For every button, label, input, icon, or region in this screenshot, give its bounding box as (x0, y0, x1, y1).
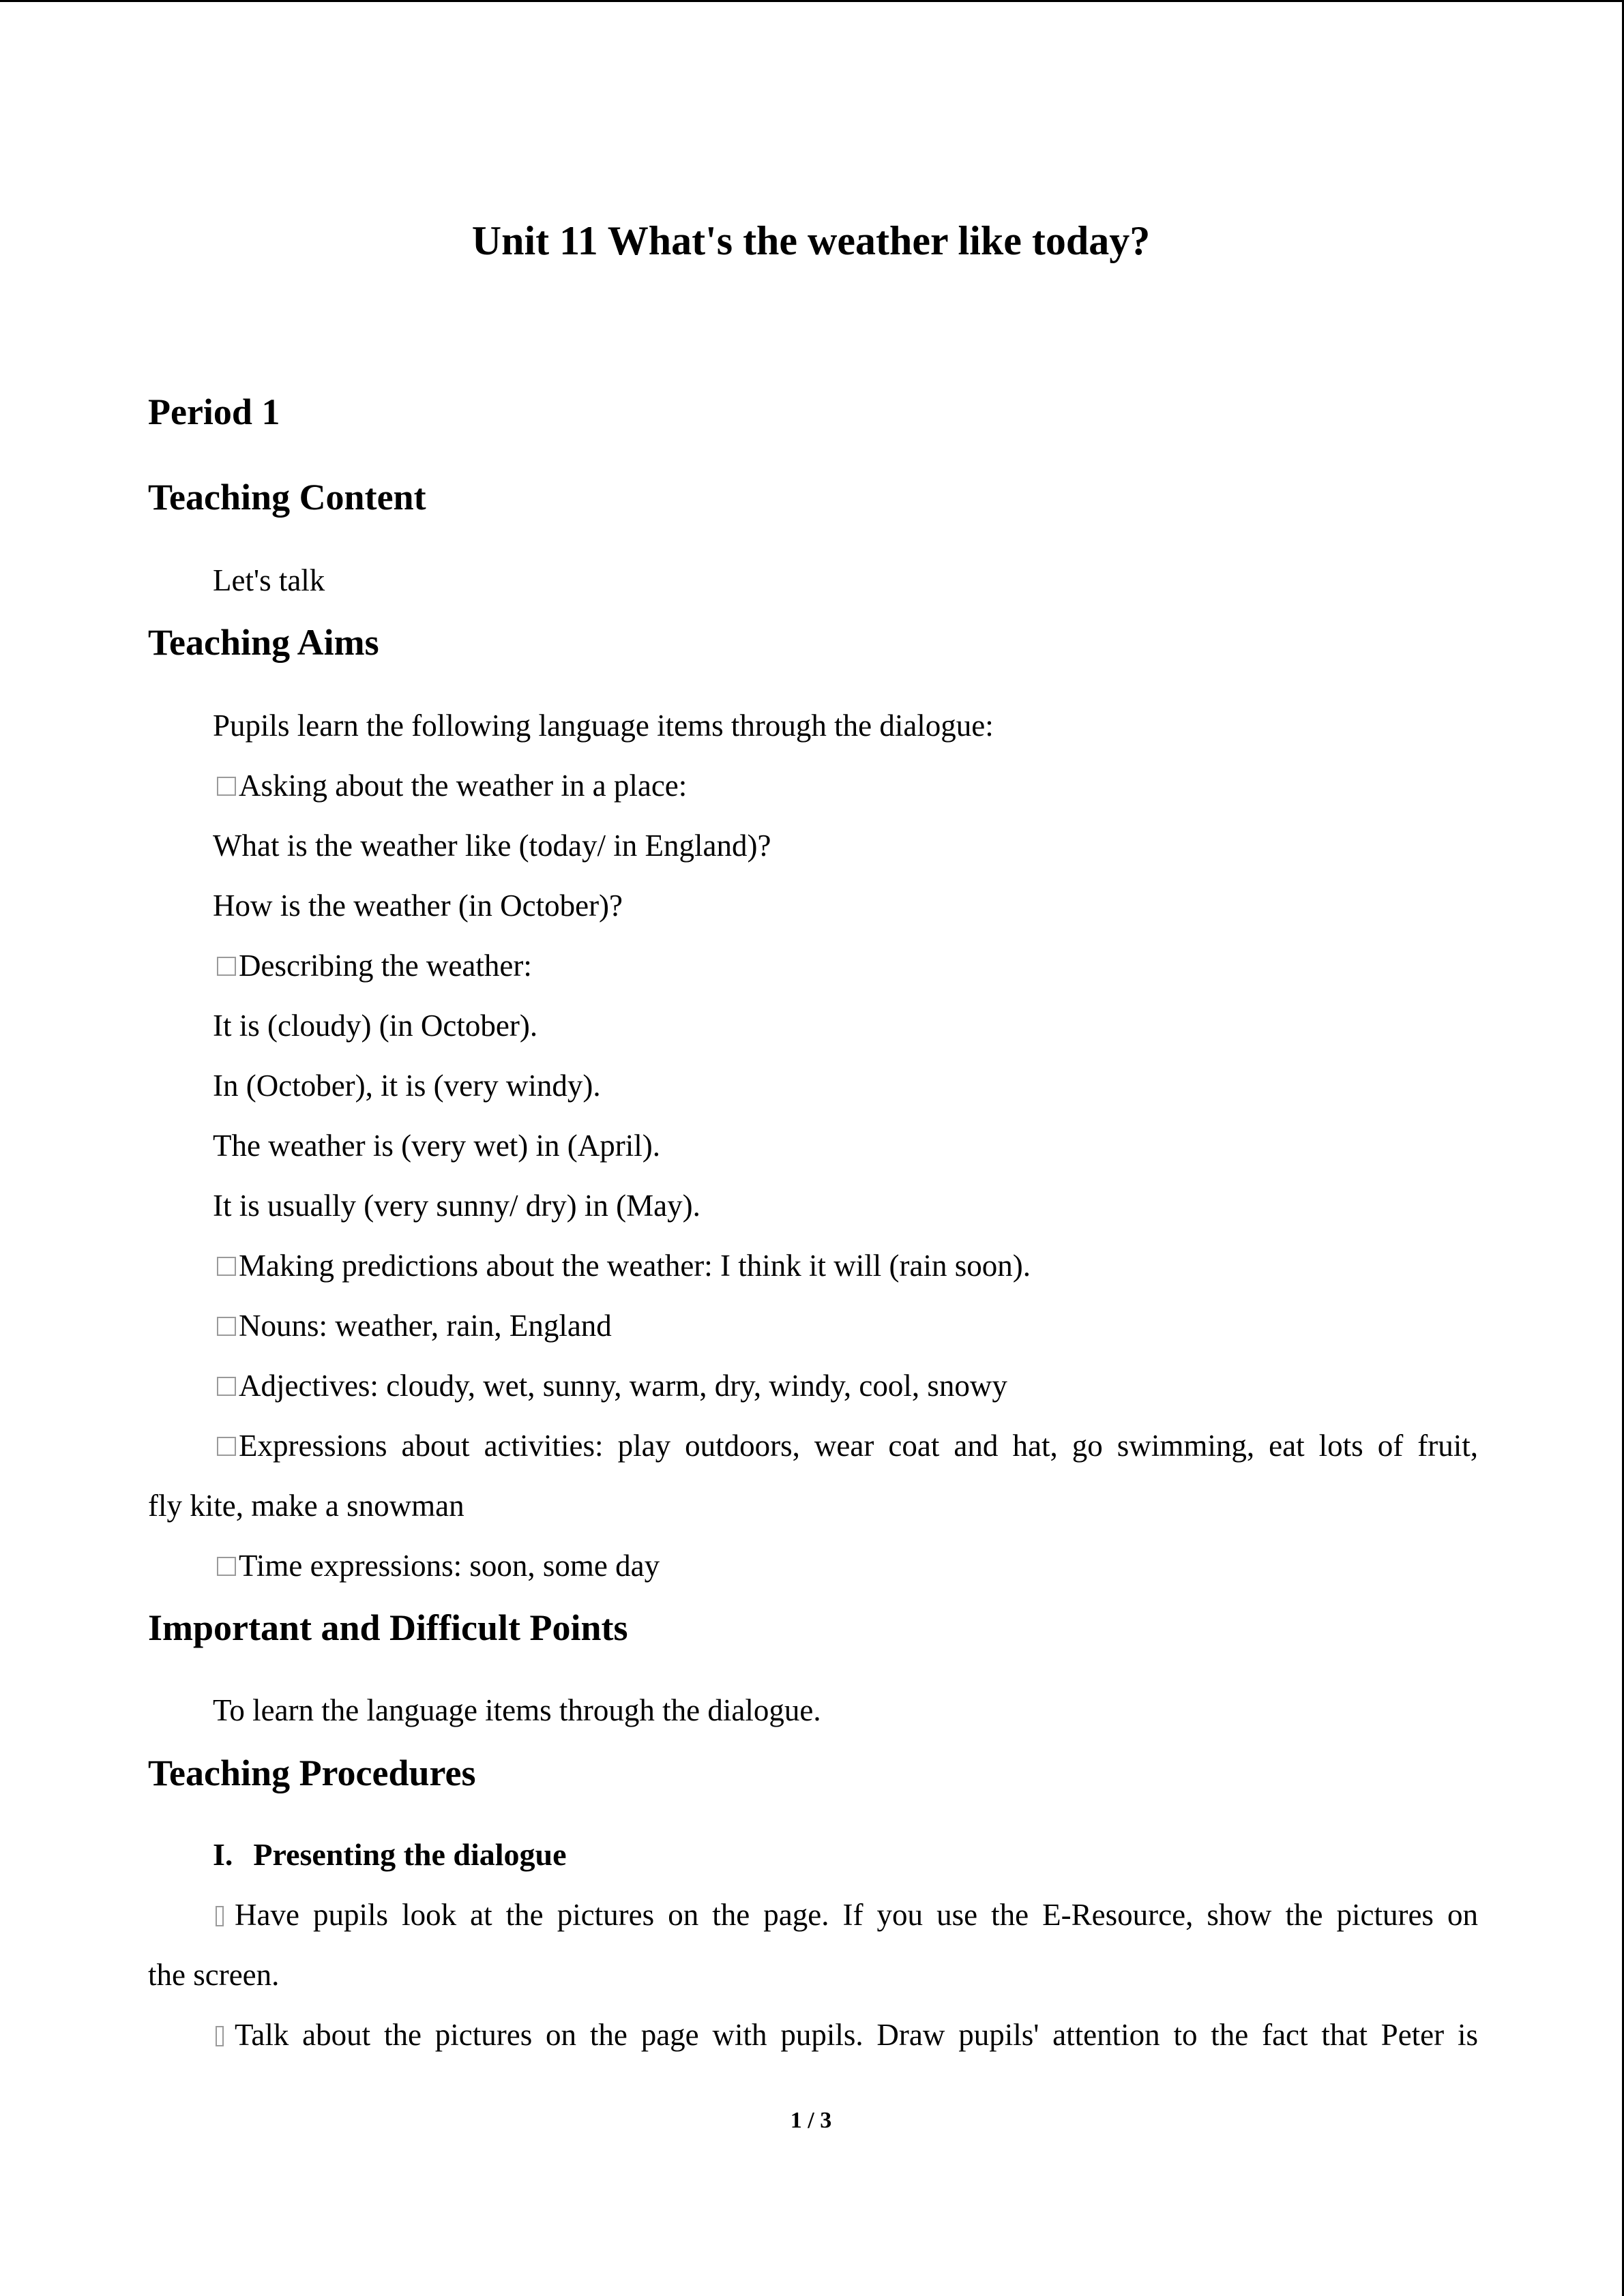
aims-item-text: Asking about the weather in a place: (239, 769, 688, 803)
procedure-step-title: Presenting the dialogue (253, 1837, 567, 1872)
aims-question-1: What is the weather like (today/ in England)? (213, 829, 771, 863)
important-points-heading: Important and Difficult Points (148, 1607, 628, 1648)
important-points-text: To learn the language items through the dialogue. (213, 1693, 821, 1727)
aims-question-2: How is the weather (in October)? (213, 889, 623, 923)
aims-item-adjectives (213, 1365, 1007, 1406)
aims-item-nouns (213, 1305, 612, 1346)
teaching-procedures-heading: Teaching Procedures (148, 1753, 476, 1793)
bullet-box-icon (217, 1317, 236, 1336)
aims-item-asking (213, 765, 687, 806)
aims-item-text: Making predictions about the weather: I think it will (rain soon). (239, 1249, 1031, 1283)
bullet-box-icon (217, 1437, 236, 1456)
aims-item-text: Describing the weather: (239, 949, 532, 983)
teaching-content-text: Let's talk (213, 563, 325, 597)
aims-item-text: Adjectives: cloudy, wet, sunny, warm, dry, windy, cool, snowy (239, 1369, 1007, 1403)
aims-item-predictions (213, 1245, 1031, 1286)
period-heading: Period 1 (148, 391, 280, 432)
aims-item-text: Expressions about activities: play outdoors, wear coat and hat, go swimming, eat lots of fruit, (239, 1429, 1478, 1463)
procedure-paragraph-text: Talk about the pictures on the page with pupils. Draw pupils' attention to the fact that Peter is (235, 2018, 1478, 2052)
aims-item-text: Nouns: weather, rain, England (239, 1309, 612, 1343)
aims-item-expressions (213, 1425, 1478, 1466)
page-number: 1 / 3 (790, 2108, 832, 2133)
bullet-box-icon (217, 957, 236, 976)
procedure-paragraph-1-continued: the screen. (148, 1958, 280, 1992)
procedure-paragraph-2 (213, 2014, 1478, 2055)
aims-item-describing (213, 945, 532, 986)
bullet-glyph-icon (216, 2026, 224, 2046)
bullet-box-icon (217, 777, 236, 796)
procedure-paragraph-1 (213, 1894, 1478, 1935)
bullet-glyph-icon (216, 1906, 224, 1926)
procedure-step-number: I. (213, 1837, 233, 1872)
bullet-box-icon (217, 1257, 236, 1276)
bullet-box-icon (217, 1377, 236, 1396)
aims-intro: Pupils learn the following language items through the dialogue: (213, 709, 994, 743)
bullet-box-icon (217, 1557, 236, 1576)
procedure-paragraph-text: Have pupils look at the pictures on the page. If you use the E-Resource, show the pictures on (235, 1898, 1478, 1932)
aims-description-3: The weather is (very wet) in (April). (213, 1129, 660, 1163)
procedure-step-heading (213, 1834, 567, 1875)
document-title: Unit 11 What's the weather like today? (471, 218, 1151, 263)
aims-item-text: Time expressions: soon, some day (239, 1549, 660, 1583)
teaching-aims-heading: Teaching Aims (148, 622, 379, 663)
teaching-content-heading: Teaching Content (148, 477, 426, 518)
aims-description-1: It is (cloudy) (in October). (213, 1009, 538, 1043)
aims-item-expressions-continued: fly kite, make a snowman (148, 1489, 464, 1523)
aims-description-4: It is usually (very sunny/ dry) in (May). (213, 1189, 700, 1223)
aims-description-2: In (October), it is (very windy). (213, 1069, 601, 1103)
aims-item-time (213, 1545, 660, 1586)
